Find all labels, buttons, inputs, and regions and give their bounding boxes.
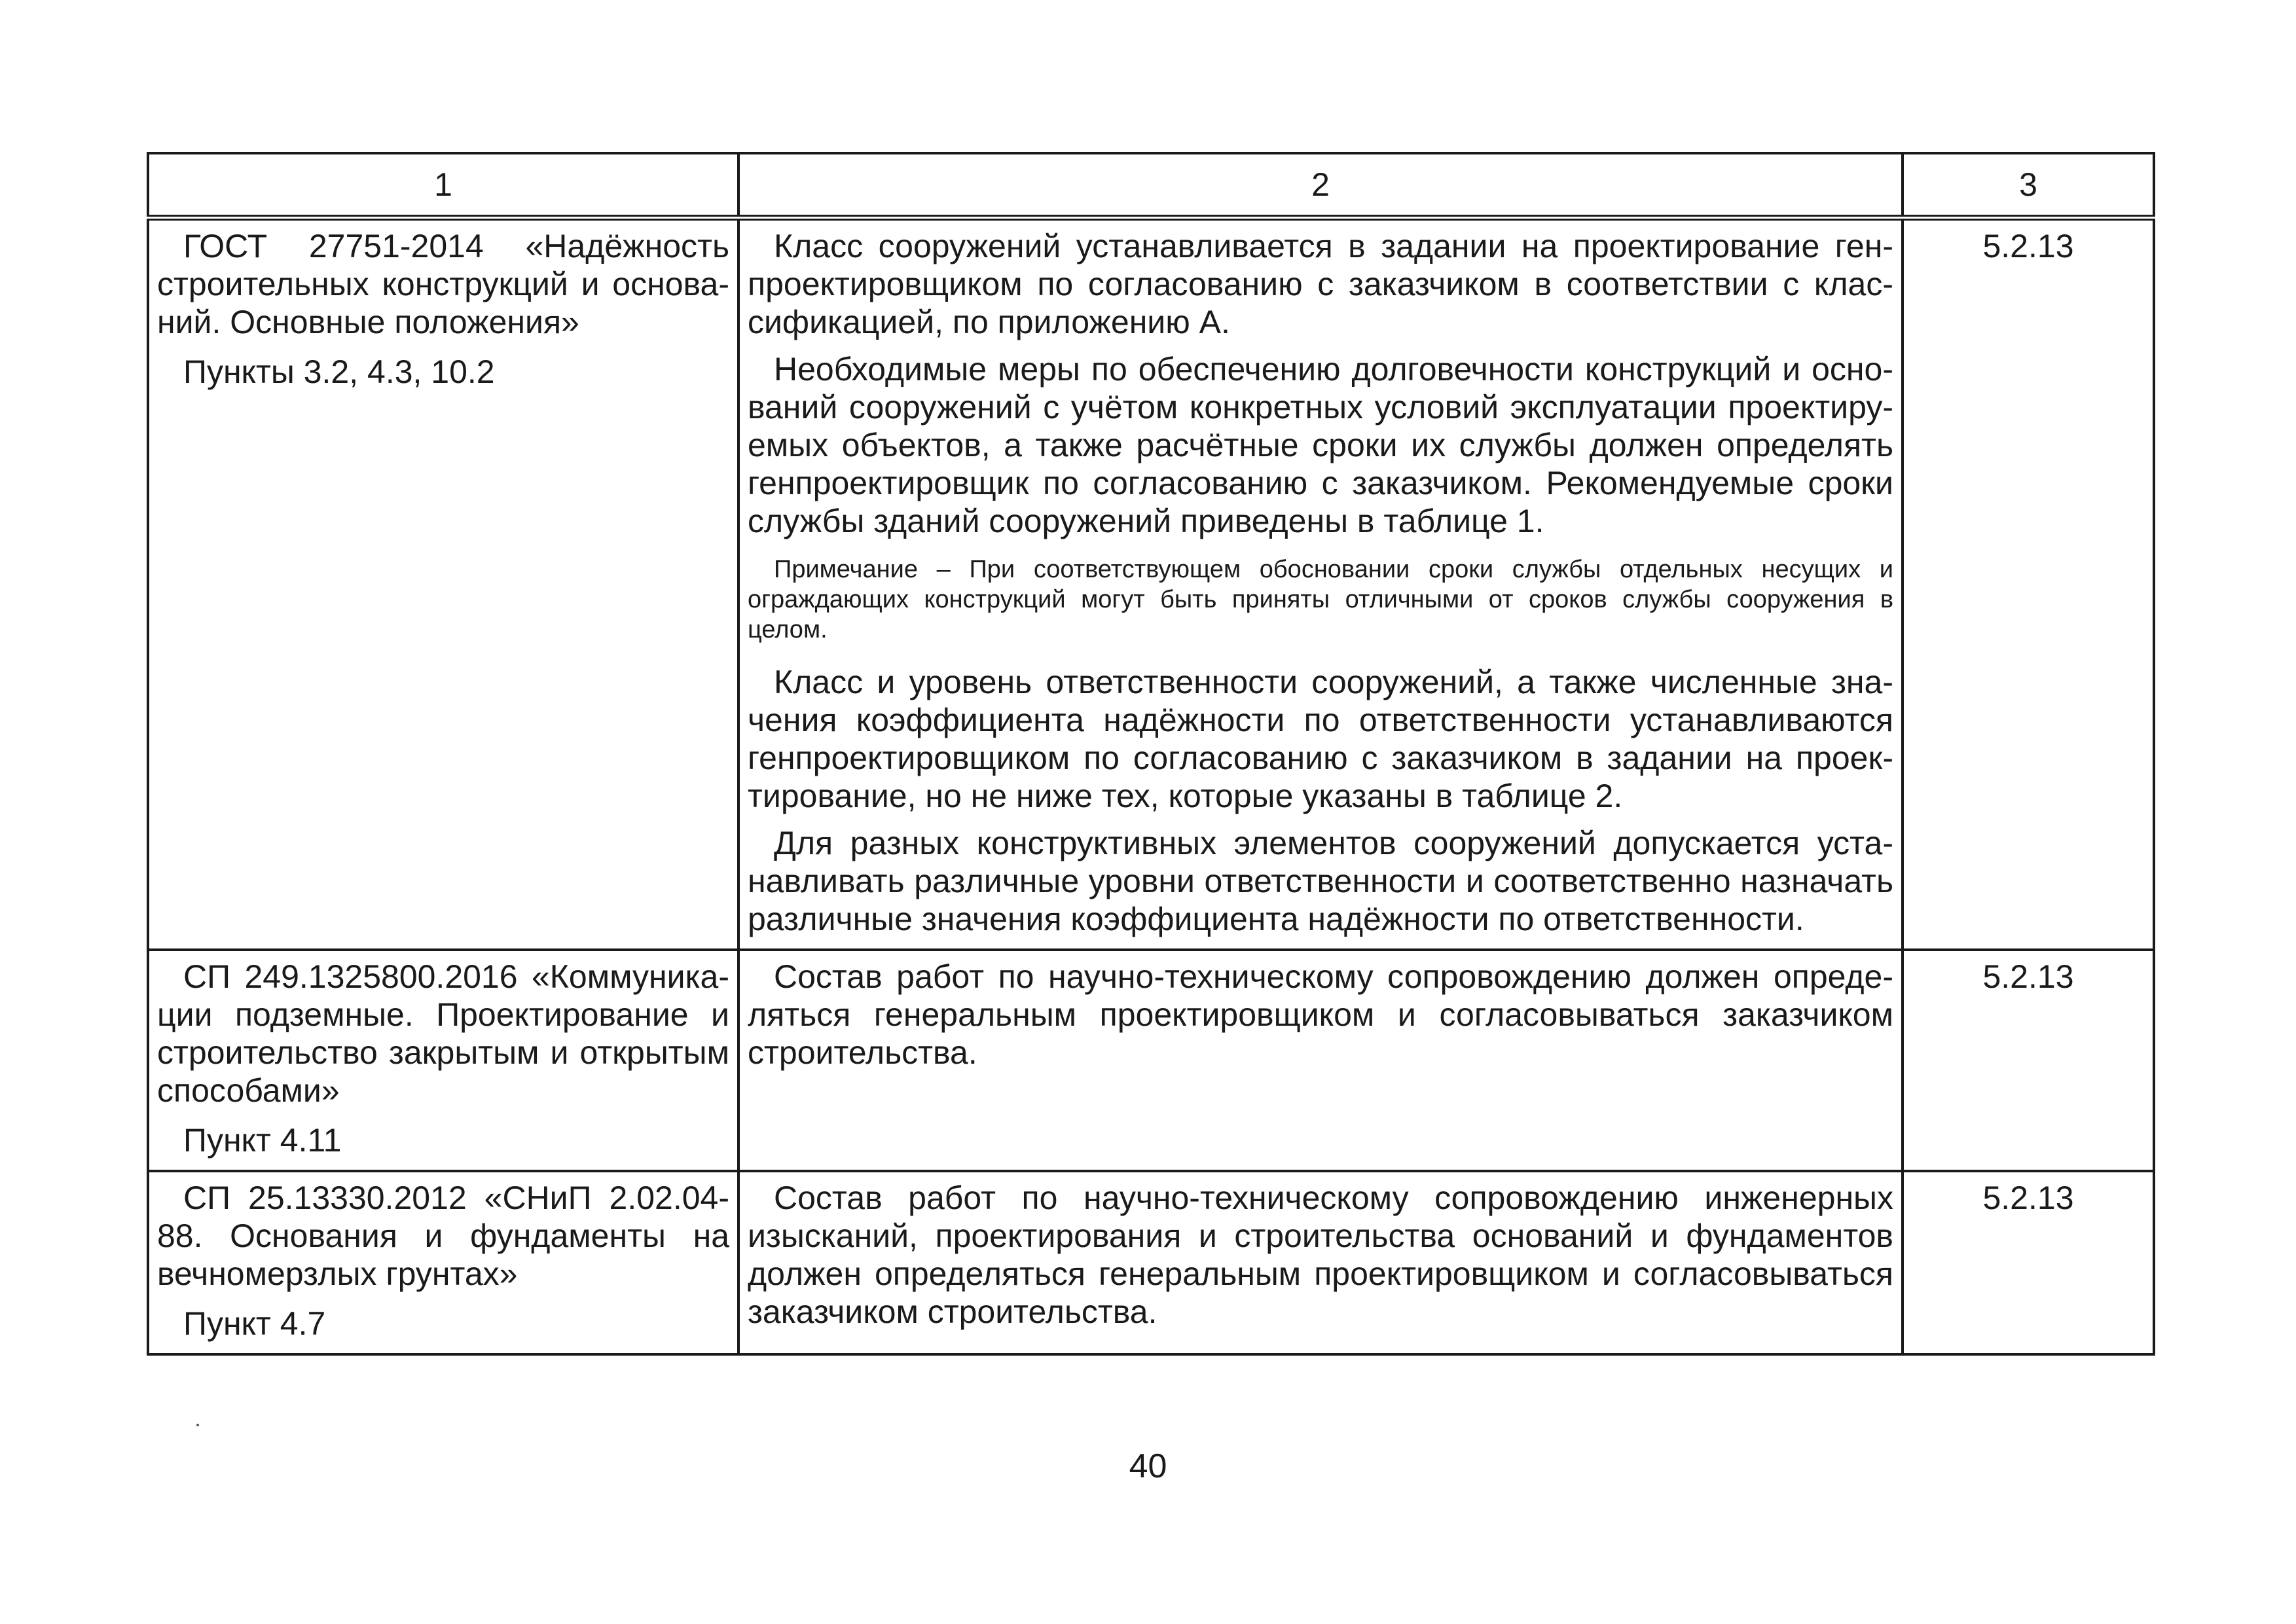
requirement-paragraph: Состав работ по научно-техническому сопровождению должен определяться генеральным проектировщиком и согласовываться заказчиком строительства.	[748, 958, 1893, 1071]
requirement-note: Примечание – При соответствующем обосновании сроки службы отдельных несущих и ограждающих конструкций могут быть приняты отличными от сроков службы сооружения в целом.	[748, 556, 1893, 643]
column-header-3: 3	[1903, 153, 2154, 218]
document-cell	[148, 218, 738, 950]
clause-cell: 5.2.13	[1903, 950, 2154, 1171]
requirement-cell	[738, 218, 1903, 950]
requirement-paragraph: Класс сооружений устанавливается в задании на проектирование генпроектировщиком по согласованию с заказчиком в соответствии с классификацией, по приложению А.	[748, 228, 1893, 340]
clause-cell: 5.2.13	[1903, 1171, 2154, 1354]
document-title: СП 249.1325800.2016 «Коммуникации подземные. Проектирование и строительство закрытым и открытым способами»	[157, 958, 729, 1109]
document-points: Пункт 4.7	[183, 1305, 326, 1342]
clause-cell: 5.2.13	[1903, 218, 2154, 950]
requirement-cell	[738, 1171, 1903, 1354]
norms-table	[147, 152, 2155, 1356]
table-header-row	[148, 153, 2154, 218]
table-row	[148, 218, 2154, 950]
document-points: Пункты 3.2, 4.3, 10.2	[183, 353, 495, 390]
scan-speck	[196, 1424, 199, 1426]
table-row	[148, 950, 2154, 1171]
requirement-paragraph: Для разных конструктивных элементов сооружений допускается устанавливать различные уровни ответственности и соответственно назначать различные значения коэффициента надёжности по ответственности.	[748, 825, 1893, 937]
document-title: ГОСТ 27751-2014 «Надёжность строительных конструкций и оснований. Основные положения»	[157, 228, 729, 340]
requirement-paragraph: Класс и уровень ответственности сооружений, а также численные значения коэффициента надёжности по ответственности устанавливаются генпроектировщиком по согласованию с заказчиком в задании на проектирование, но не ниже тех, которые указаны в таблице 2.	[748, 664, 1893, 814]
document-cell	[148, 950, 738, 1171]
page-number: 40	[1129, 1447, 1167, 1485]
requirement-paragraph: Необходимые меры по обеспечению долговечности конструкций и оснований сооружений с учётом конкретных условий эксплуатации проектируемых объектов, а также расчётные сроки их службы должен определять генпроектировщик по согласованию с заказчиком. Рекомендуемые сроки службы зданий сооружений приведены в таблице 1.	[748, 351, 1893, 539]
document-points: Пункт 4.11	[183, 1122, 342, 1159]
document-title: СП 25.13330.2012 «СНиП 2.02.04-88. Основания и фундаменты на вечномерзлых грунтах»	[157, 1180, 729, 1292]
table-row	[148, 1171, 2154, 1354]
column-header-2: 2	[738, 153, 1903, 218]
column-header-1: 1	[148, 153, 738, 218]
requirement-cell	[738, 950, 1903, 1171]
requirement-paragraph: Состав работ по научно-техническому сопровождению инженерных изысканий, проектирования и строительства оснований и фундаментов должен определяться генеральным проектировщиком и согласовываться заказчиком строительства.	[748, 1180, 1893, 1330]
document-cell	[148, 1171, 738, 1354]
